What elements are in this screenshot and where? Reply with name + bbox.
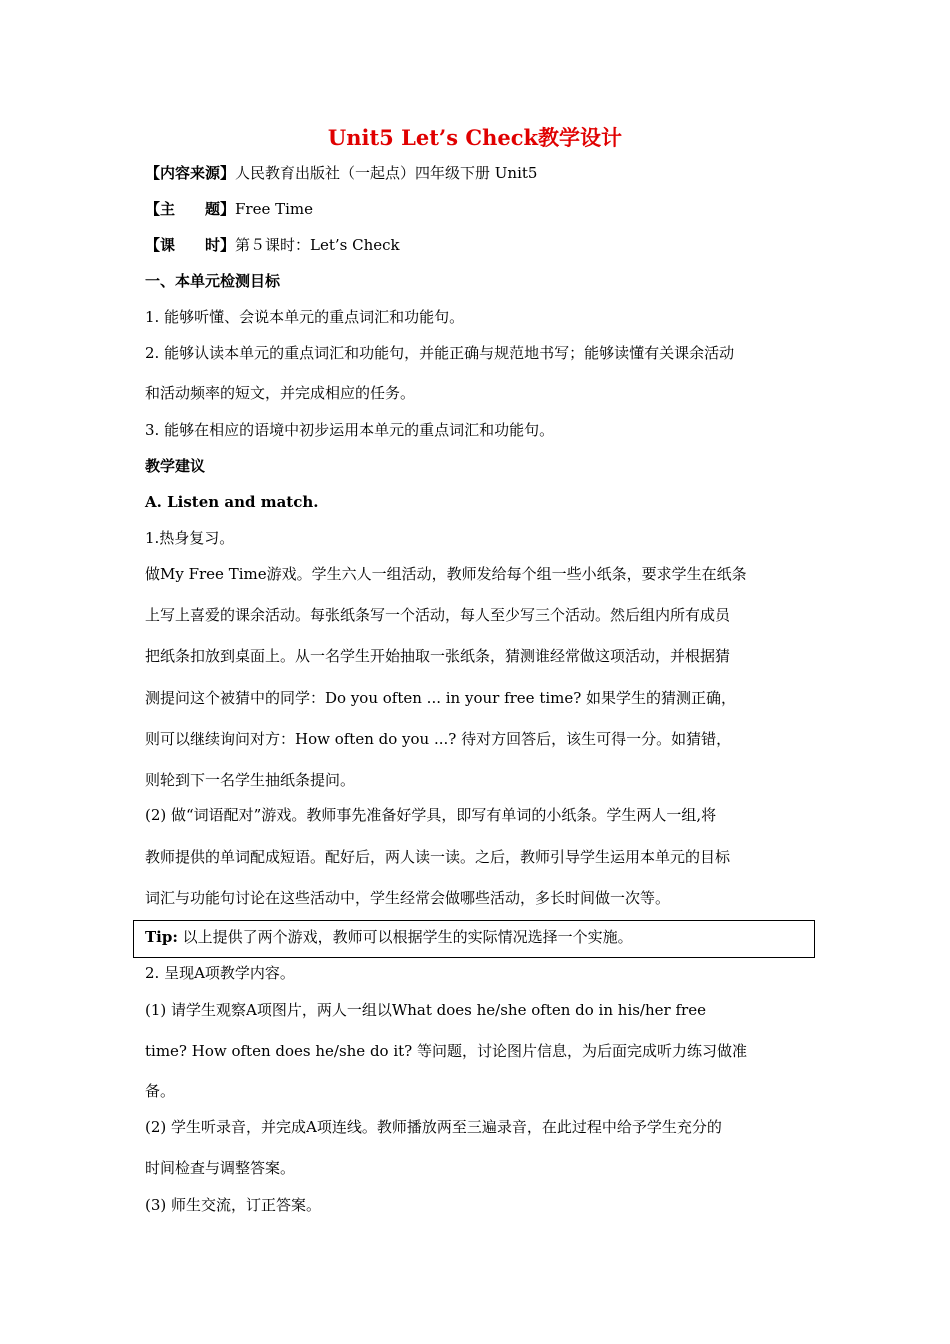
subheading-a: A. Listen and match. [145, 493, 319, 511]
paragraph-line: 教师提供的单词配成短语。配好后，两人读一读。之后，教师引导学生运用本单元的目标 [145, 848, 731, 866]
section1-heading: 一、本单元检测目标 [145, 272, 281, 290]
topic-line [145, 199, 313, 219]
goal-item: 2. 能够认读本单元的重点词汇和功能句，并能正确与规范地书写；能够读懂有关课余活动 [145, 344, 735, 362]
step-2: 2. 呈现A项教学内容。 [145, 964, 295, 982]
paragraph-line: 上写上喜爱的课余活动。每张纸条写一个活动，每人至少写三个活动。然后组内所有成员 [145, 606, 731, 624]
paragraph-line: time? How often does he/she do it? 等问题，讨论图片信息，为后面完成听力练习做准 [145, 1042, 747, 1060]
topic-label: 【主 题】 [145, 200, 236, 218]
goal-item-continued: 和活动频率的短文，并完成相应的任务。 [145, 384, 416, 402]
tip-label: Tip: [145, 928, 178, 946]
goal-item: 3. 能够在相应的语境中初步运用本单元的重点词汇和功能句。 [145, 421, 555, 439]
paragraph-line: 把纸条扣放到桌面上。从一名学生开始抽取一张纸条，猜测谁经常做这项活动，并根据猜 [145, 647, 731, 665]
paragraph-line: 做My Free Time游戏。学生六人一组活动，教师发给每个组一些小纸条，要求学生在纸条 [145, 565, 747, 583]
paragraph-line: (2) 学生听录音，并完成A项连线。教师播放两至三遍录音，在此过程中给予学生充分的 [145, 1118, 722, 1136]
paragraph-line: (1) 请学生观察A项图片，两人一组以What does he/she often do in his/her free [145, 1001, 706, 1019]
paragraph-line: 词汇与功能句讨论在这些活动中，学生经常会做哪些活动，多长时间做一次等。 [145, 889, 671, 907]
lesson-label: 【课 时】 [145, 236, 236, 254]
lesson-line [145, 235, 400, 255]
lesson-value: 第５课时：Let’s Check [235, 236, 400, 254]
paragraph-line: 备。 [145, 1082, 176, 1100]
tip-line [145, 927, 633, 947]
source-value: 人民教育出版社（一起点）四年级下册 Unit5 [235, 164, 538, 182]
tip-text: 以上提供了两个游戏，教师可以根据学生的实际情况选择一个实施。 [177, 928, 633, 946]
source-label: 【内容来源】 [145, 164, 236, 182]
document-title: Unit5 Let’s Check教学设计 [327, 125, 623, 150]
source-line [145, 163, 537, 183]
paragraph-line: (3) 师生交流，订正答案。 [145, 1196, 322, 1214]
paragraph-line: 测提问这个被猜中的同学：Do you often ... in your free time? 如果学生的猜测正确， [145, 689, 737, 707]
section2-heading: 教学建议 [145, 457, 206, 475]
goal-item: 1. 能够听懂、会说本单元的重点词汇和功能句。 [145, 308, 465, 326]
warmup-step: 1.热身复习。 [145, 529, 235, 547]
paragraph-line: 时间检查与调整答案。 [145, 1159, 296, 1177]
paragraph-line: 则可以继续询问对方：How often do you ...? 待对方回答后，该生可得一分。如猜错， [145, 730, 732, 748]
paragraph-line: (2) 做“词语配对”游戏。教师事先准备好学具，即写有单词的小纸条。学生两人一组,将 [145, 806, 717, 824]
topic-value: Free Time [235, 200, 314, 218]
paragraph-line: 则轮到下一名学生抽纸条提问。 [145, 771, 356, 789]
